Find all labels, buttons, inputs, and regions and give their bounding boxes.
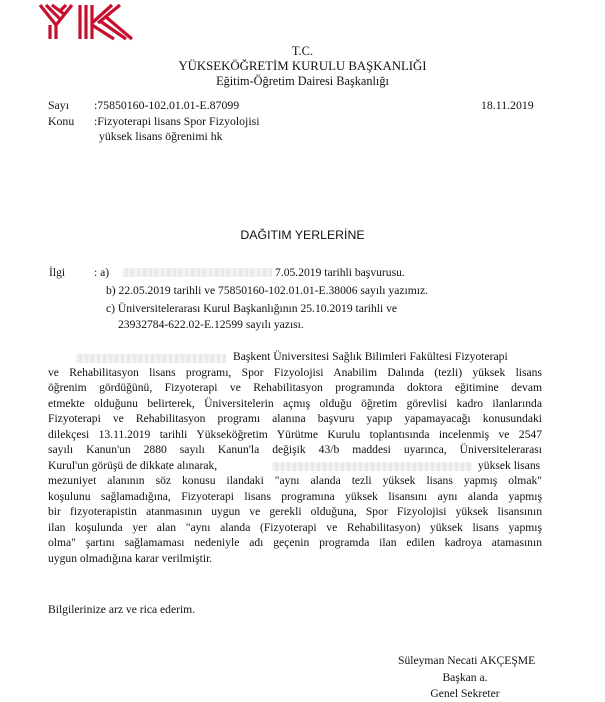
recipient-heading: DAĞITIM YERLERİNE (240, 228, 365, 242)
konu-label: Konu (48, 114, 75, 128)
body-line-1: Başkent Üniversitesi Sağlık Bilimleri Fakültesi Fizyoterapi (233, 350, 508, 363)
body-line-8: Kurul'un görüşü de dikkate alınarak, (48, 458, 218, 472)
body-line-4: etmekte olduğunu belirterek, Üniversitelerin açmış olduğu öğretim görevlisi kadro ilanlarında (48, 396, 542, 410)
ilgi-c-line-1: c) Üniversitelerarası Kurul Başkanlığının 25.10.2019 tarihli ve (106, 302, 398, 315)
body-line-6: dilekçesi 13.11.2019 tarihli Yükseköğretim Yürütme Kurulu toplantısında incelenmiş ve 2547 (48, 427, 542, 441)
closing-text: Bilgilerinize arz ve rica ederim. (48, 603, 196, 616)
body-line-3: öğrenim gördüğünü, Fizyoterapi ve Rehabilitasyon programında doktora eğitimine devam (48, 381, 542, 394)
signatory-name: Süleyman Necati AKÇEŞME (398, 654, 536, 667)
ilgi-b: b) 22.05.2019 tarihli ve 75850160-102.01.01-E.38006 sayılı yazımız. (106, 284, 428, 297)
body-line-2: ve Rehabilitasyon lisans programı, Spor Fizyolojisi Anabilim Dalında (tezli) yüksek lisans (48, 365, 542, 379)
header-department: Eğitim-Öğretim Dairesi Başkanlığı (216, 74, 389, 88)
body-line-12: ilan koşulunda yer alan "aynı alanda (Fizyoterapi ve Rehabilitasyon) yüksek lisans yapmış (48, 520, 542, 534)
body-line-14: uygun olmadığına karar verilmiştir. (48, 551, 213, 565)
body-line-13: olma" şartını sağlamaması nedeniyle adı geçenin programda ilan edilen kadroya atamasının (48, 536, 542, 549)
redacted-text (272, 462, 472, 471)
body-line-10: koşulunu sağlamadığına, Fizyoterapi lisans programına yüksek lisansını aynı alanda yapmış (48, 489, 542, 503)
redacted-text (122, 268, 272, 277)
yok-logo (36, 3, 136, 41)
ilgi-a-text: 7.05.2019 tarihli başvurusu. (275, 266, 405, 279)
body-line-11: bir fizyoterapistin atanmasının uygun ve gerekli olduğuna, Spor Fizyolojisi yüksek lisansının (48, 505, 542, 518)
konu-line-2: yüksek lisans öğrenimi hk (99, 129, 223, 143)
redacted-text (76, 354, 226, 363)
sayi-label: Sayı (48, 98, 69, 112)
ilgi-a-prefix: : a) (94, 266, 110, 279)
header-institution: YÜKSEKÖĞRETİM KURULU BAŞKANLIĞI (178, 59, 427, 73)
ilgi-label: İlgi (49, 266, 66, 279)
konu-line-1: :Fizyoterapi lisans Spor Fizyolojisi (94, 114, 260, 128)
body-line-9: mezuniyet alanının söz konusu ilandaki "aynı alanda tezli yüksek lisans yapmış olmak" (48, 474, 542, 487)
body-line-7: sayılı Kanun'un 2880 sayılı Kanun'la değişik 43/b maddesi uyarınca, Üniversitelerarası (48, 443, 542, 456)
body-line-8b: yüksek lisans (478, 458, 541, 472)
header-tc: T.C. (291, 44, 314, 58)
sayi-value: :75850160-102.01.01-E.87099 (94, 98, 240, 112)
body-line-5: Fizyoterapi ve Rehabilitasyon programı alanına başvuru yapıp yapamayacağı konusundaki (48, 412, 542, 425)
signatory-title-1: Başkan a. (442, 671, 488, 684)
signatory-title-2: Genel Sekreter (430, 687, 500, 700)
document-date: 18.11.2019 (481, 98, 534, 112)
ilgi-c-line-2: 23932784-622.02-E.12599 sayılı yazısı. (118, 318, 304, 331)
